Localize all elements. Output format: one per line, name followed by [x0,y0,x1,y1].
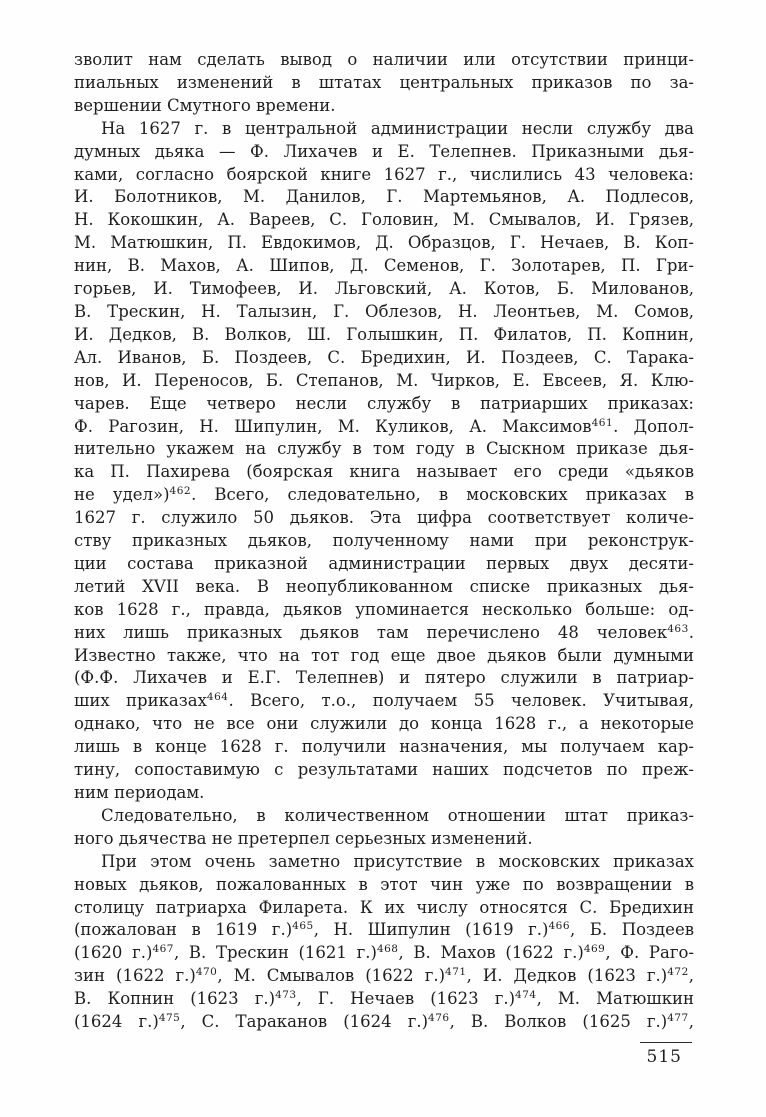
page-text [74,49,694,1034]
text-line: В. Трескин, Н. Талызин, Г. Облезов, Н. Леонтьев, М. Сомов, [74,301,694,321]
text-line: И. Болотников, М. Данилов, Г. Мартемьянов, А. Подлесов, [74,187,694,207]
page-footer [622,1042,692,1067]
footer-rule [640,1042,692,1043]
text-line: На 1627 г. в центральной администрации несли службу два [101,118,694,138]
footnote-ref: 477 [667,1012,689,1025]
text-line: ству приказных дьяков, полученному нами при реконструк- [74,531,694,551]
text-line: ка П. Пахирева (боярская книга называет его среди «дьяков [74,462,694,482]
text-line: столицу патриарха Филарета. К их числу относятся С. Бредихин [74,897,694,917]
text-line: лишь в конце 1628 г. получили назначения, мы получаем кар- [74,737,694,757]
text-line: ним периодам. [74,783,205,802]
text-line: (пожалован в 1619 г.)$^{465}$, Н. Шипулин (1619 г.)$^{466}$, Б. Поздеев [74,920,695,940]
text-line: тину, сопоставимую с результатами наших подсчетов по преж- [74,760,694,780]
text-line: При этом очень заметно присутствие в московских приказах [101,851,694,871]
footnote-ref: 468 [376,943,399,956]
text-line: В. Копнин (1623 г.)$^{473}$, Г. Нечаев (1623 г.)$^{474}$, М. Матюшкин [74,989,695,1009]
text-line: однако, что не все они служили до конца 1628 г., а некоторые [74,714,694,734]
text-line: думных дьяка — Ф. Лихачев и Е. Телепнев. Приказными дья- [74,141,694,161]
paragraph [74,805,694,851]
text-line: 1627 г. служило 50 дьяков. Эта цифра соответствует количе- [74,508,694,528]
text-line: Известно также, что на тот год еще двое дьяков были думными [74,645,694,665]
footnote-ref: 475 [158,1012,181,1025]
page-number: 515 [646,1047,682,1067]
text-line: новых дьяков, пожалованных в этот чин уже по возвращении в [74,874,694,894]
text-line: нин, В. Махов, А. Шипов, Д. Семенов, Г. Золотарев, П. Гри- [74,256,694,276]
footnote-ref: 473 [275,989,297,1002]
text-line: нов, И. Переносов, Б. Степанов, М. Чирков, Е. Евсеев, Я. Клю- [74,370,694,390]
footnote-ref: 461 [591,416,614,429]
text-line: Следовательно, в количественном отношении штат приказ- [101,805,694,825]
footnote-ref: 470 [195,966,218,979]
text-line: (Ф.Ф. Лихачев и Е.Г. Телепнев) и пятеро служили в патриар- [74,668,694,688]
footnote-ref: 476 [428,1012,450,1025]
text-line: (1620 г.)$^{467}$, В. Трескин (1621 г.)$^{468}$, В. Махов (1622 г.)$^{469}$, Ф. Раго- [74,943,694,963]
footnote-ref: 466 [548,920,571,933]
footnote-ref: 465 [292,920,314,933]
text-line: ков 1628 г., правда, дьяков упоминается несколько больше: од- [74,599,694,619]
text-line: ками, согласно боярской книге 1627 г., числились 43 человека: [74,164,694,184]
text-line: М. Матюшкин, П. Евдокимов, Д. Образцов, Г. Нечаев, В. Коп- [74,233,694,253]
text-line: чарев. Еще четверо несли службу в патриарших приказах: [74,393,694,413]
text-line: вершении Смутного времени. [74,95,336,115]
text-line: ции состава приказной администрации первых двух десяти- [74,553,694,573]
text-line: не удел»)$^{462}$. Всего, следовательно, в московских приказах в [74,485,694,505]
footnote-ref: 462 [169,485,192,498]
text-line: Ф. Рагозин, Н. Шипулин, М. Куликов, А. Максимов$^{461}$. Допол- [74,416,694,436]
text-line: них лишь приказных дьяков там перечислено 48 человек$^{463}$. [74,622,694,642]
text-line: зин (1622 г.)$^{470}$, М. Смывалов (1622 г.)$^{471}$, И. Дедков (1623 г.)$^{472}$, [74,966,694,986]
text-line: зволит нам сделать вывод о наличии или отсутствии принци- [74,50,694,69]
footnote-ref: 471 [445,966,467,979]
footnote-ref: 464 [206,691,229,704]
paragraph [74,118,694,805]
footnote-ref: 472 [667,966,689,979]
paragraph [74,49,694,118]
footnote-ref: 469 [583,943,606,956]
text-line: нительно укажем на службу в том году в Сыскном приказе дья- [74,439,694,459]
footnote-ref: 467 [152,943,174,956]
text-line: пиальных изменений в штатах центральных приказов по за- [74,72,694,92]
text-line: (1624 г.)$^{475}$, С. Тараканов (1624 г.)$^{476}$, В. Волков (1625 г.)$^{477}$, [74,1012,694,1032]
footnote-ref: 463 [667,622,689,635]
paragraph [74,851,694,1034]
text-line: И. Дедков, В. Волков, Ш. Голышкин, П. Филатов, П. Копнин, [74,324,694,344]
text-line: Н. Кокошкин, А. Вареев, С. Головин, М. Смывалов, И. Грязев, [74,210,694,230]
text-line: Ал. Иванов, Б. Поздеев, С. Бредихин, И. Поздеев, С. Тарака- [74,347,694,367]
text-line: горьев, И. Тимофеев, И. Льговский, А. Котов, Б. Милованов, [74,279,694,299]
text-line: ших приказах$^{464}$. Всего, т.о., получаем 55 человек. Учитывая, [74,691,694,711]
text-line: ного дьячества не претерпел серьезных изменений. [74,828,533,848]
text-line: летий XVII века. В неопубликованном списке приказных дья- [74,576,694,596]
footnote-ref: 474 [515,989,537,1002]
